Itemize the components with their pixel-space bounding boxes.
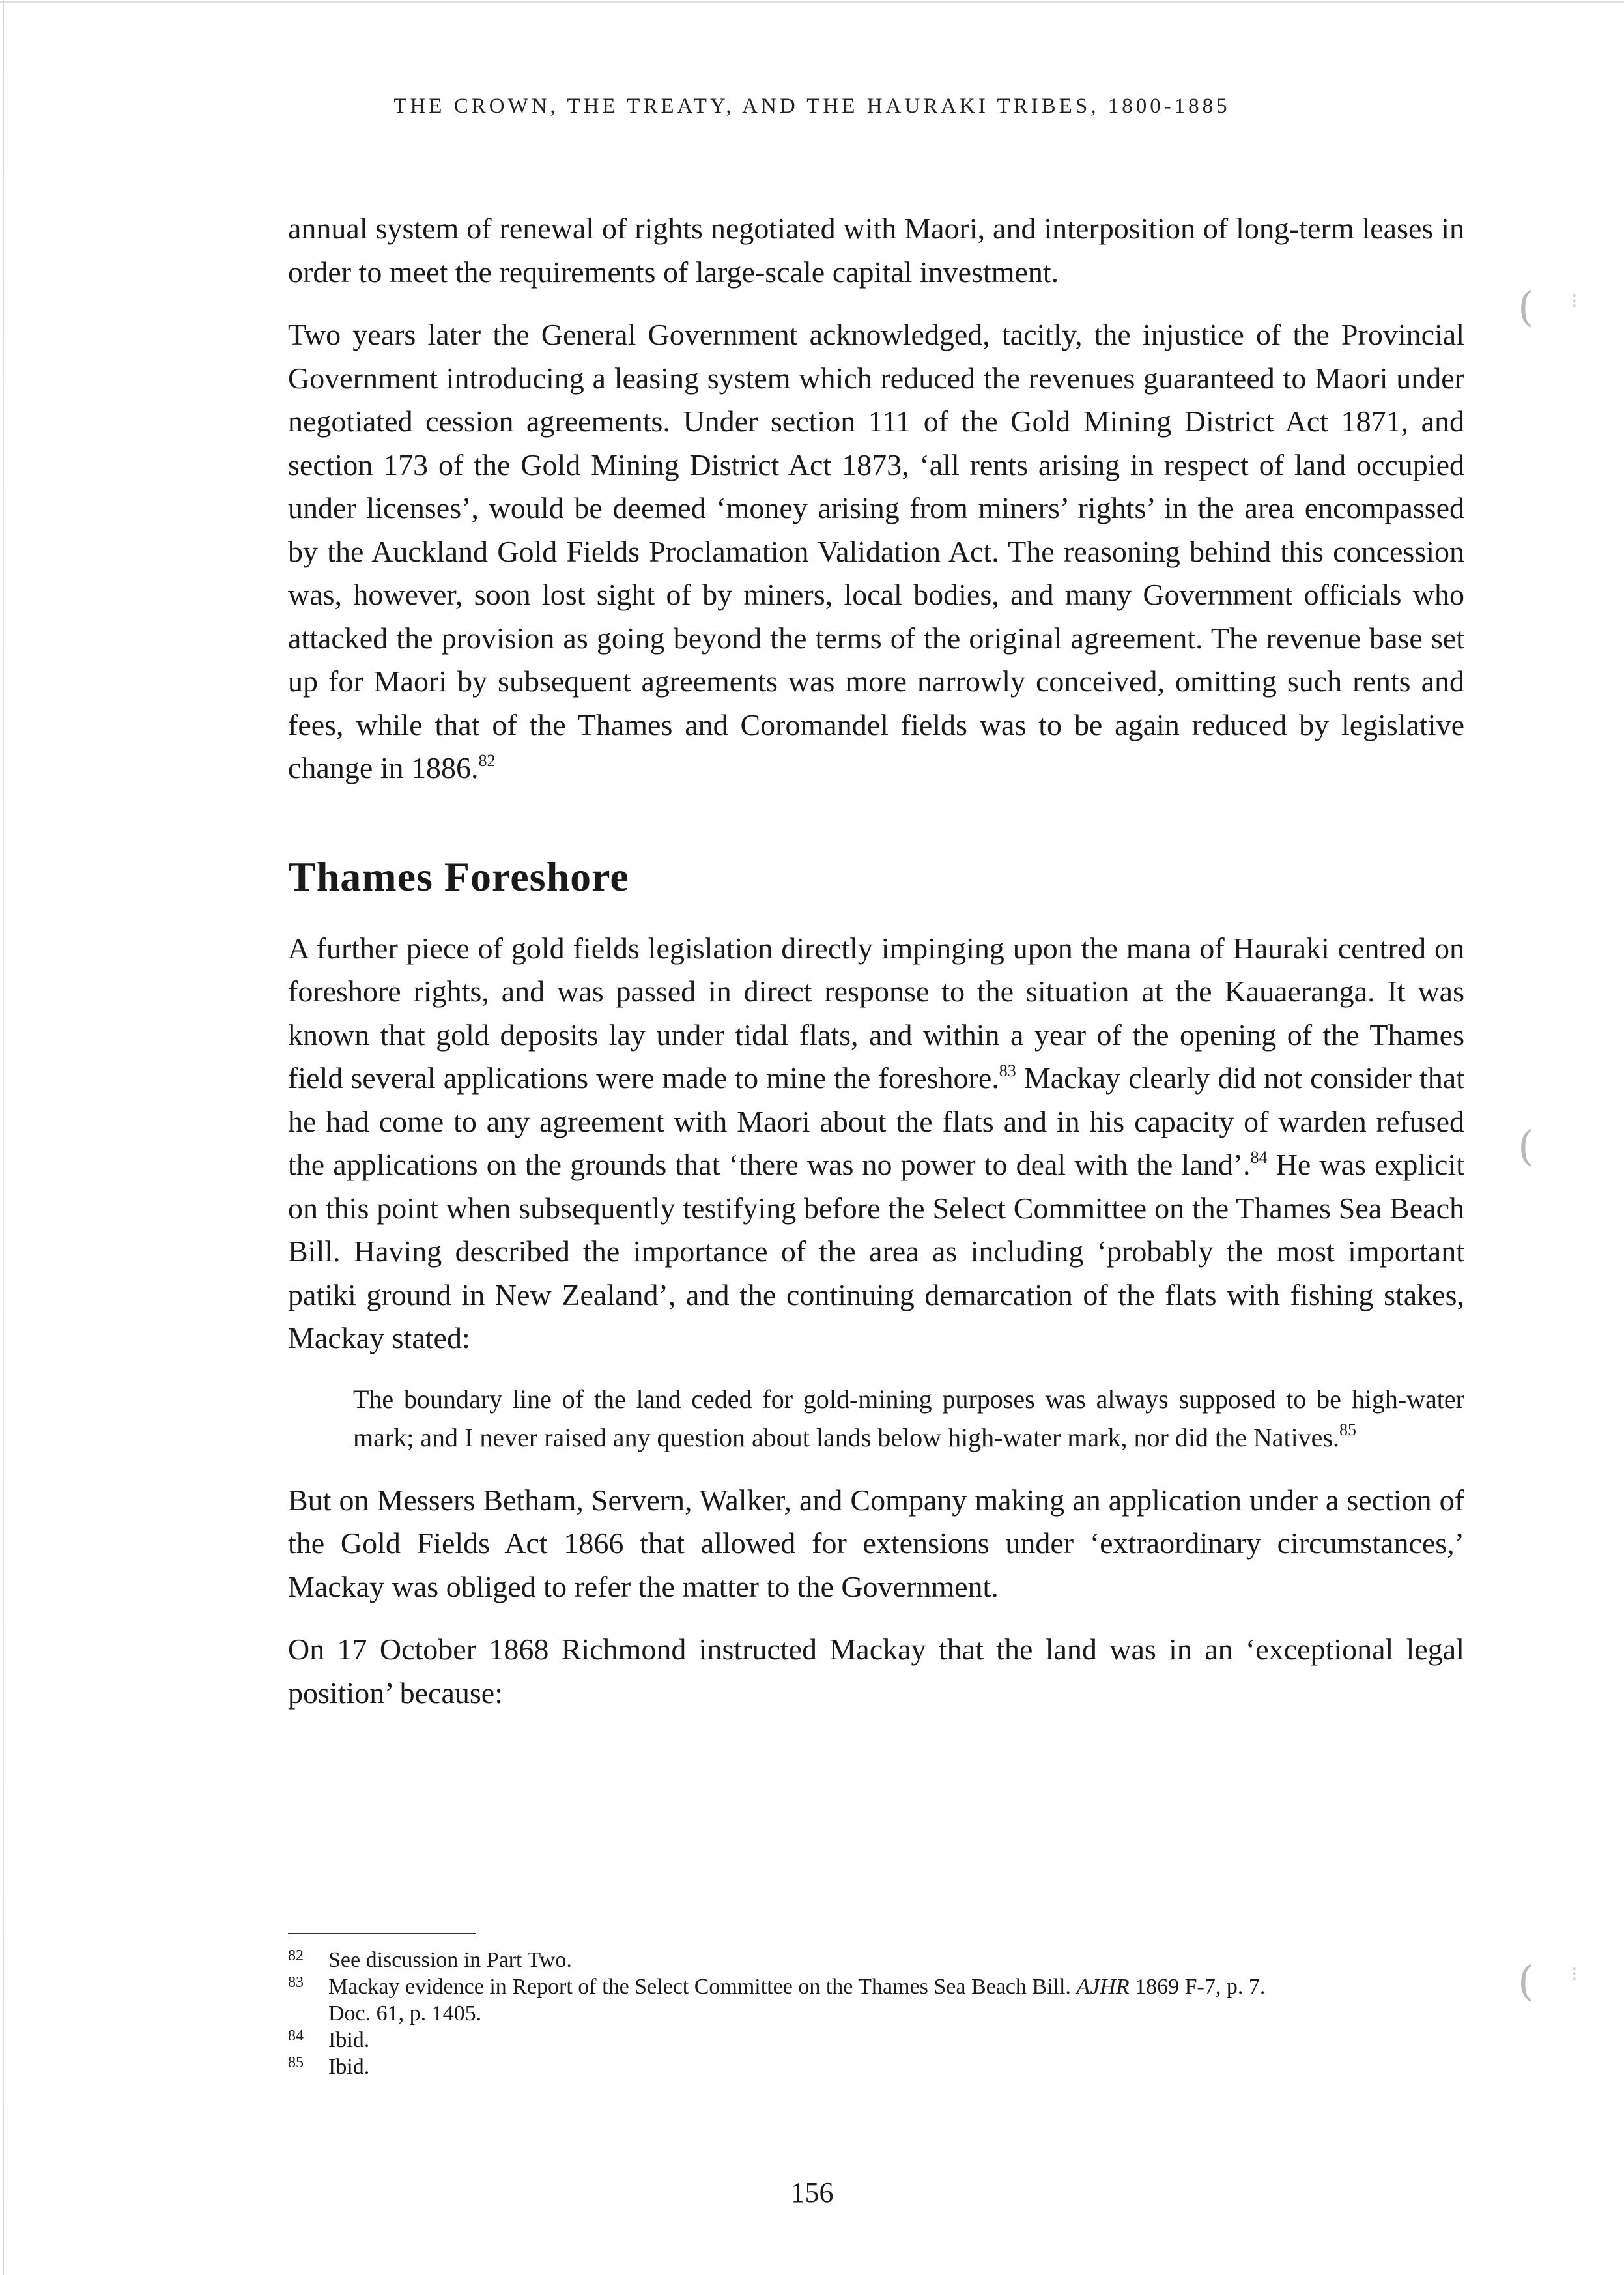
footnote-number: 83 bbox=[288, 1974, 304, 1991]
footnote-continuation: Doc. 61, p. 1405. bbox=[328, 2001, 482, 2025]
margin-scan-mark: ⁝ bbox=[1571, 290, 1578, 313]
footnote-journal-abbrev: AJHR bbox=[1076, 1975, 1130, 1999]
footnote-text-b: 1869 F-7, p. 7. bbox=[1129, 1975, 1266, 1999]
footnote-item bbox=[288, 2053, 1434, 2080]
margin-scan-mark: ⁝ bbox=[1571, 1963, 1578, 1986]
footnote-text-a: Mackay evidence in Report of the Select Committee on the Thames Sea Beach Bill. bbox=[328, 1975, 1077, 1999]
paragraph-5: On 17 October 1868 Richmond instructed Mackay that the land was in an ‘exceptional legal position’ because: bbox=[288, 1633, 1464, 1710]
paragraph-1: annual system of renewal of rights negotiated with Maori, and interposition of long-term leases in order to meet the requirements of large-scale capital investment. bbox=[288, 212, 1464, 289]
footnote-item bbox=[288, 1973, 1434, 2000]
scan-edge-left bbox=[3, 0, 4, 2275]
block-quote bbox=[353, 1380, 1464, 1457]
footnote-ref-83[interactable]: 83 bbox=[999, 1061, 1016, 1080]
footnote-number: 82 bbox=[288, 1947, 304, 1964]
footnote-number: 84 bbox=[288, 2027, 304, 2044]
footnote-item bbox=[288, 2027, 1434, 2053]
paragraph-2 bbox=[288, 313, 1464, 790]
running-head: THE CROWN, THE TREATY, AND THE HAURAKI TRIBES, 1800-1885 bbox=[393, 94, 1231, 118]
footnote-text: Ibid. bbox=[328, 2055, 370, 2079]
paragraph-3-text-c: He was explicit on this point when subsequently testifying before the Select Committee on the Thames Sea Beach Bill. Having described the importance of the area as including ‘probably the most important patiki ground in New Zealand’, and the continuing demarcation of the flats with fishing stakes, Mackay stated: bbox=[288, 1148, 1464, 1354]
footnote-ref-82[interactable]: 82 bbox=[478, 751, 496, 770]
paragraph-3-text-a: A further piece of gold fields legislation directly impinging upon the mana of Hauraki centred on foreshore rights, and was passed in direct response to the situation at the Kauaeranga. It was known that gold deposits lay under tidal flats, and within a year of the opening of the Thames field several applications were made to mine the foreshore. bbox=[288, 931, 1464, 1095]
footnote-number: 85 bbox=[288, 2054, 304, 2071]
paragraph-4: But on Messers Betham, Servern, Walker, and Company making an application under a section of the Gold Fields Act 1866 that allowed for extensions under ‘extraordinary circumstances,’ Mackay was obliged to refer the matter to the Government. bbox=[288, 1483, 1464, 1603]
paragraph-3-text-b: Mackay clearly did not consider that he had come to any agreement with Maori about the flats and in his capacity of warden refused the applications on the grounds that ‘there was no power to deal with the land’. bbox=[288, 1061, 1465, 1181]
margin-scan-mark: ( bbox=[1518, 1123, 1534, 1171]
paragraph-3 bbox=[288, 927, 1464, 1360]
footnote-text: Ibid. bbox=[328, 2028, 370, 2052]
footnote-ref-85[interactable]: 85 bbox=[1339, 1420, 1357, 1440]
section-heading: Thames Foreshore bbox=[288, 853, 629, 900]
main-text bbox=[288, 207, 1464, 1734]
footnotes bbox=[288, 1947, 1434, 2080]
footnote-text: See discussion in Part Two. bbox=[328, 1948, 572, 1972]
footnote-text bbox=[328, 1973, 1434, 2000]
margin-scan-mark: ( bbox=[1518, 1958, 1534, 2006]
scan-edge-top bbox=[0, 1, 1624, 3]
block-quote-text: The boundary line of the land ceded for gold-mining purposes was always supposed to be high-water mark; and I never raised any question about lands below high-water mark, nor did the Natives. bbox=[353, 1384, 1464, 1452]
footnote-item bbox=[288, 1947, 1434, 1973]
paragraph-2-text: Two years later the General Government acknowledged, tacitly, the injustice of the Provincial Government introducing a leasing system which reduced the revenues guaranteed to Maori under negotiated cession agreements. Under section 111 of the Gold Mining District Act 1871, and section 173 of the Gold Mining District Act 1873, ‘all rents arising in respect of land occupied under licenses’, would be deemed ‘money arising from miners’ rights’ in the area encompassed by the Auckland Gold Fields Proclamation Validation Act. The reasoning behind this concession was, however, soon lost sight of by miners, local bodies, and many Government officials who attacked the provision as going beyond the terms of the original agreement. The revenue base set up for Maori by subsequent agreements was more narrowly conceived, omitting such rents and fees, while that of the Thames and Coromandel fields was to be again reduced by legislative change in 1886. bbox=[288, 318, 1464, 784]
page-number: 156 bbox=[790, 2177, 834, 2209]
footnote-divider bbox=[288, 1933, 476, 1934]
margin-scan-mark: ( bbox=[1518, 283, 1534, 332]
footnote-ref-84[interactable]: 84 bbox=[1250, 1147, 1268, 1167]
